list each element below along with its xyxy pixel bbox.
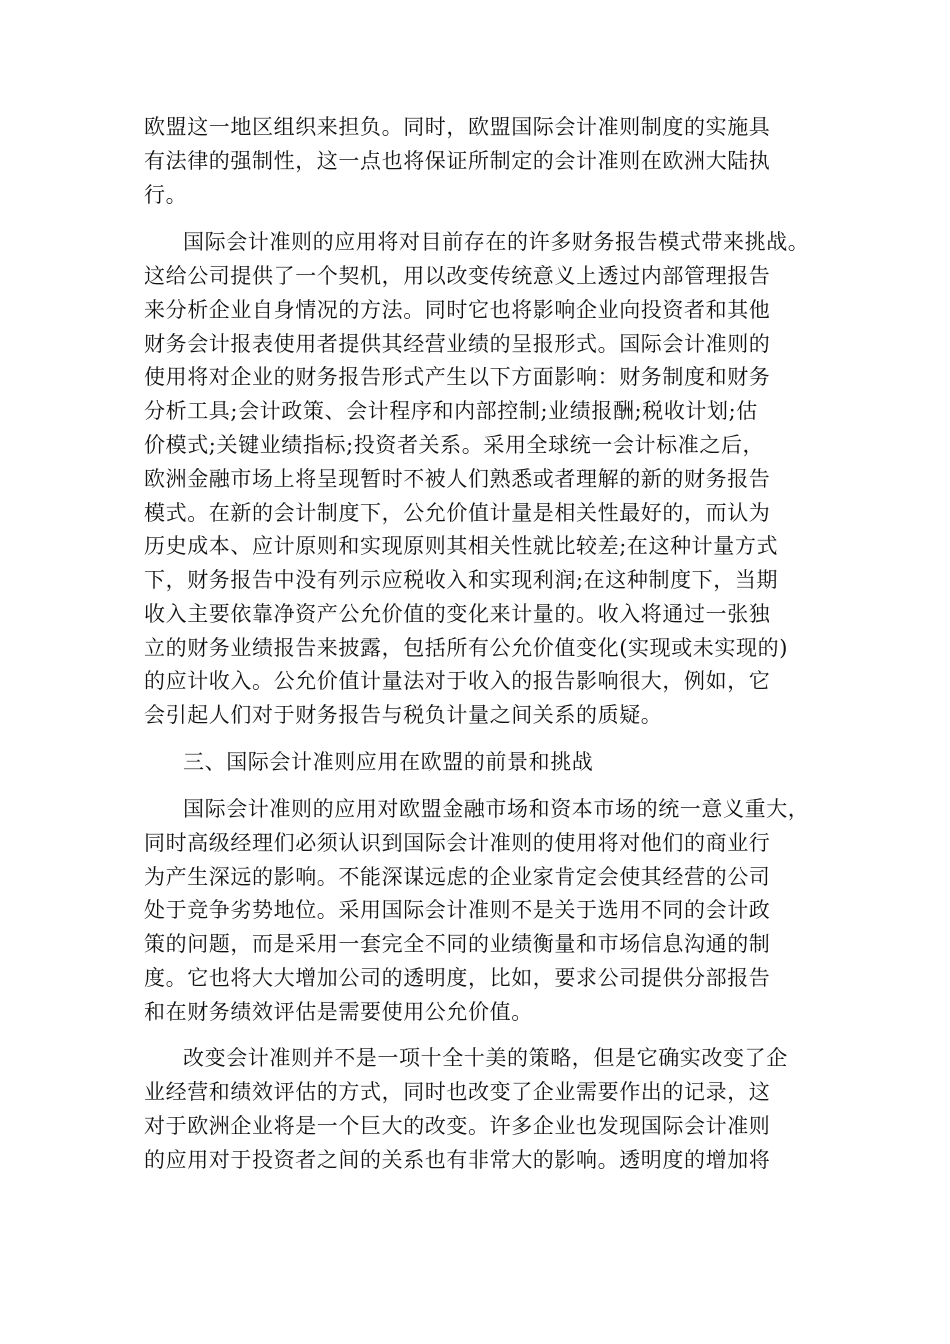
text-line: 立的财务业绩报告来披露，包括所有公允价值变化(实现或未实现的) <box>144 636 788 660</box>
text-line: 下，财务报告中没有列示应税收入和实现利润;在这种制度下，当期 <box>144 568 779 592</box>
text-line: 国际会计准则的应用将对目前存在的许多财务报告模式带来挑战。 <box>183 230 810 254</box>
text-line: 改变会计准则并不是一项十全十美的策略，但是它确实改变了企 <box>183 1046 788 1070</box>
text-line: 欧洲金融市场上将呈现暂时不被人们熟悉或者理解的新的财务报告 <box>144 467 771 491</box>
text-line: 会引起人们对于财务报告与税负计量之间关系的质疑。 <box>144 703 663 727</box>
text-line: 这给公司提供了一个契机，用以改变传统意义上透过内部管理报告 <box>144 264 771 288</box>
text-line: 的应用对于投资者之间的关系也有非常大的影响。透明度的增加将 <box>144 1148 771 1172</box>
text-line: 财务会计报表使用者提供其经营业绩的呈报形式。国际会计准则的 <box>144 332 771 356</box>
text-line: 策的问题，而是采用一套完全不同的业绩衡量和市场信息沟通的制 <box>144 932 771 956</box>
text-line: 使用将对企业的财务报告形式产生以下方面影响：财务制度和财务 <box>144 365 771 389</box>
text-line: 行。 <box>144 183 188 207</box>
text-line: 业经营和绩效评估的方式，同时也改变了企业需要作出的记录，这 <box>144 1080 771 1104</box>
text-line: 为产生深远的影响。不能深谋远虑的企业家肯定会使其经营的公司 <box>144 865 771 889</box>
text-line: 来分析企业自身情况的方法。同时它也将影响企业向投资者和其他 <box>144 298 771 322</box>
text-line: 模式。在新的会计制度下，公允价值计量是相关性最好的，而认为 <box>144 501 771 525</box>
text-line: 有法律的强制性，这一点也将保证所制定的会计准则在欧洲大陆执 <box>144 149 771 173</box>
text-line: 欧盟这一地区组织来担负。同时，欧盟国际会计准则制度的实施具 <box>144 115 771 139</box>
text-line: 国际会计准则的应用对欧盟金融市场和资本市场的统一意义重大， <box>183 797 810 821</box>
text-line: 同时高级经理们必须认识到国际会计准则的使用将对他们的商业行 <box>144 831 771 855</box>
text-line: 收入主要依靠净资产公允价值的变化来计量的。收入将通过一张独 <box>144 602 771 626</box>
text-line: 历史成本、应计原则和实现原则其相关性就比较差;在这种计量方式 <box>144 534 779 558</box>
text-line: 度。它也将大大增加公司的透明度，比如，要求公司提供分部报告 <box>144 966 771 990</box>
text-line: 分析工具;会计政策、会计程序和内部控制;业绩报酬;税收计划;估 <box>144 399 758 423</box>
heading-text: 三、国际会计准则应用在欧盟的前景和挑战 <box>183 750 594 774</box>
text-line: 对于欧洲企业将是一个巨大的改变。许多企业也发现国际会计准则 <box>144 1114 771 1138</box>
text-line: 的应计收入。公允价值计量法对于收入的报告影响很大，例如，它 <box>144 669 771 693</box>
text-line: 价模式;关键业绩指标;投资者关系。采用全球统一会计标准之后， <box>144 433 765 457</box>
text-line: 处于竞争劣势地位。采用国际会计准则不是关于选用不同的会计政 <box>144 898 771 922</box>
text-line: 和在财务绩效评估是需要使用公允价值。 <box>144 1000 533 1024</box>
